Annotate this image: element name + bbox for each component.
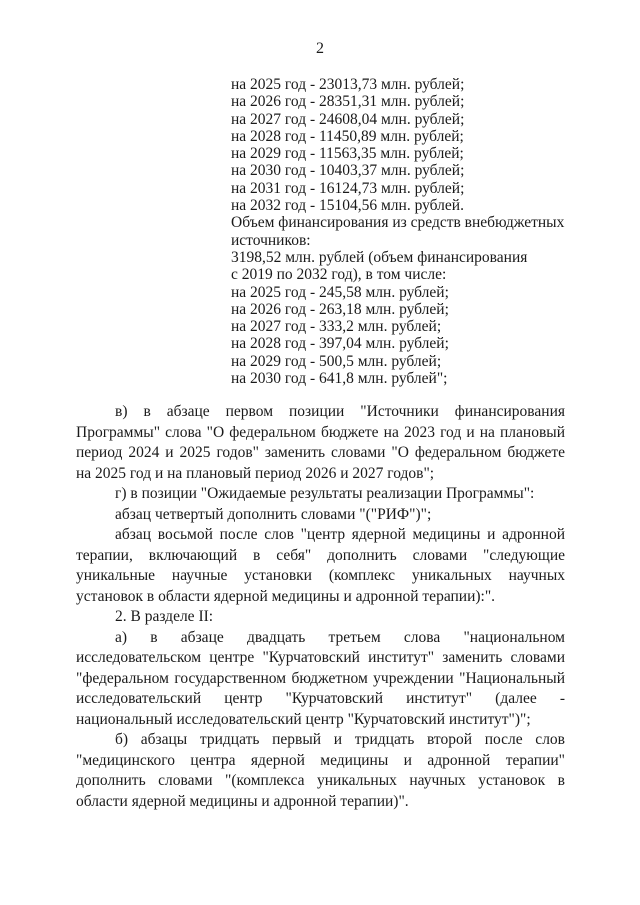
extrabudgetary-heading-cont: источников: [231,231,311,249]
funding-line-2029: на 2029 год - 11563,35 млн. рублей; [231,145,464,163]
extrabudgetary-line-2030: на 2030 год - 641,8 млн. рублей"; [231,370,448,388]
paragraph-v-financing-sources: в) в абзаце первом позиции "Источники финансирования Программы" слова "О федеральном бюджете на 2023 год и на плановый период 2024 и 2025 годов" заменить словами "О федеральном бюджете на 2025 год и на плановый период 2026 и 2027 годов"; [76,403,565,482]
funding-line-2030: на 2030 год - 10403,37 млн. рублей; [231,162,465,180]
extrabudgetary-line-2029: на 2029 год - 500,5 млн. рублей; [231,352,442,370]
funding-line-2027: на 2027 год - 24608,04 млн. рублей; [231,110,465,128]
funding-amounts-block [231,76,571,387]
funding-line-2026: на 2026 год - 28351,31 млн. рублей; [231,93,465,111]
extrabudgetary-line-2026: на 2026 год - 263,18 млн. рублей; [231,300,449,318]
extrabudgetary-total: 3198,52 млн. рублей (объем финансирования [231,248,528,266]
extrabudgetary-line-2027: на 2027 год - 333,2 млн. рублей; [231,318,442,336]
paragraph-a-twenty-third: а) в абзаце двадцать третьем слова "национальном исследовательском центре "Курчатовский институт" заменить словами "федеральном государственном бюджетном учреждении "Национальный исследовательский центр "Курчатовский институт" (далее - национальный исследовательский центр "Курчатовский институт")"; [76,628,565,728]
document-body [76,402,565,812]
extrabudgetary-line-2028: на 2028 год - 397,04 млн. рублей; [231,335,449,353]
funding-line-2025: на 2025 год - 23013,73 млн. рублей; [231,76,465,93]
paragraph-eighth-abzac: абзац восьмой после слов "центр ядерной медицины и адронной терапии, включающий в себя" дополнить словами "следующие уникальные научные установки (комплекс уникальных научных установок в области ядерной медицины и адронной терапии):". [76,526,565,605]
funding-line-2028: на 2028 год - 11450,89 млн. рублей; [231,127,464,145]
funding-line-2031: на 2031 год - 16124,73 млн. рублей; [231,179,465,197]
page-number: 2 [316,40,324,57]
extrabudgetary-total-cont: с 2019 по 2032 год), в том числе: [231,266,447,284]
extrabudgetary-heading: Объем финансирования из средств внебюджетных [231,214,565,232]
paragraph-section-ii: 2. В разделе II: [115,608,214,625]
funding-line-2032: на 2032 год - 15104,56 млн. рублей. [231,197,464,215]
extrabudgetary-line-2025: на 2025 год - 245,58 млн. рублей; [231,283,449,301]
paragraph-fourth-abzac: абзац четвертый дополнить словами "("РИФ")"; [115,505,432,523]
paragraph-b-thirty-first-second: б) абзацы тридцать первый и тридцать второй после слов "медицинского центра ядерной медицины и адронной терапии" дополнить словами "(комплекса уникальных научных установок в области ядерной медицины и адронной терапии)". [76,731,565,810]
paragraph-g-expected-results: г) в позиции "Ожидаемые результаты реализации Программы": [115,485,535,502]
